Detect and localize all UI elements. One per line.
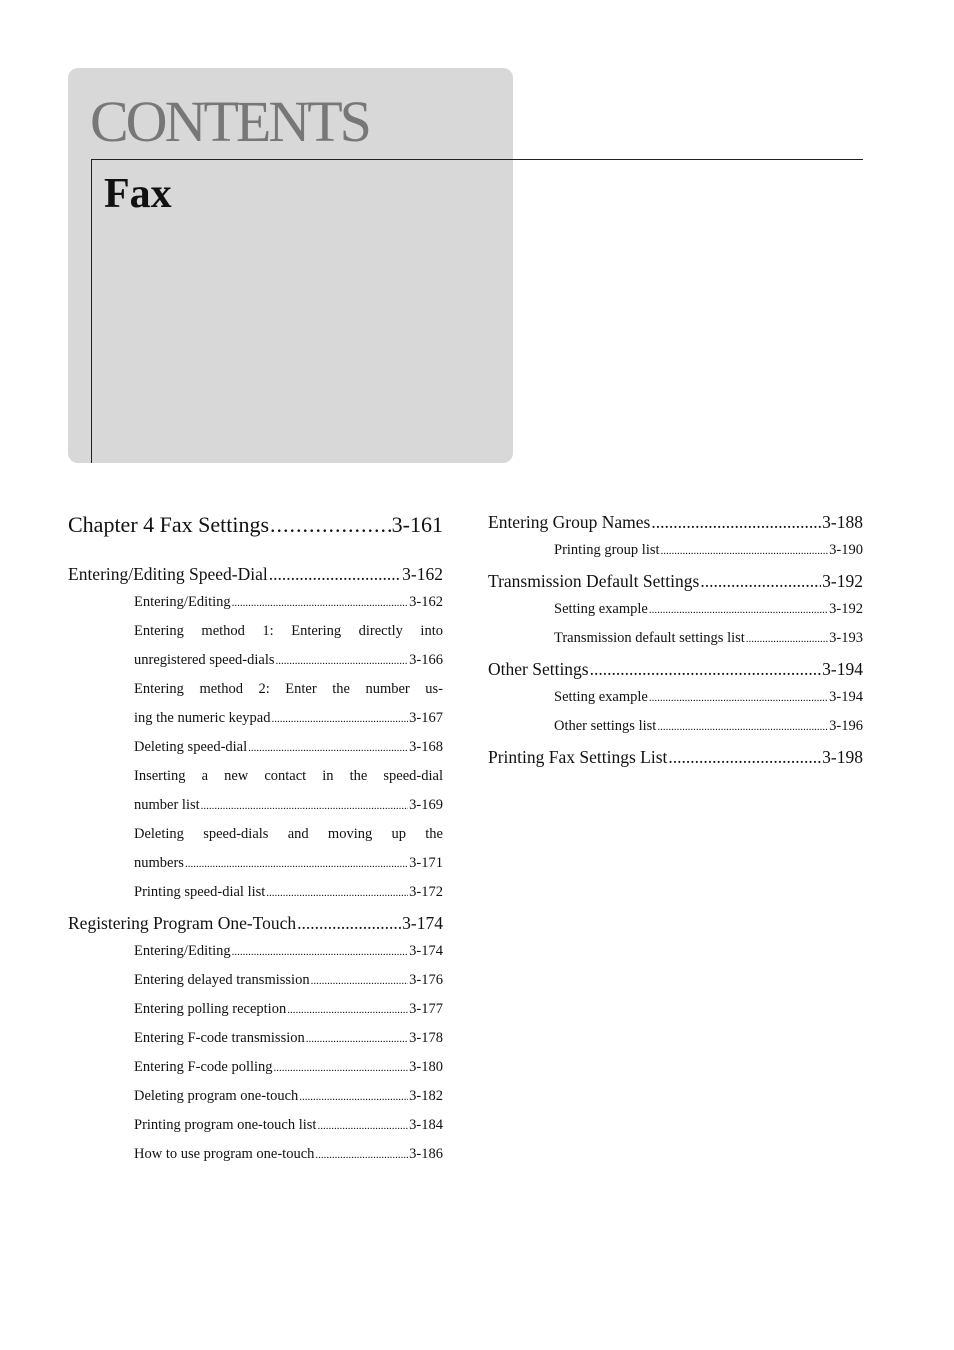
toc-item-line[interactable]: Deleting speed-dials and moving up the	[134, 826, 443, 842]
toc-entry-page: 3-198	[822, 747, 863, 767]
toc-entry-title: ing the numeric keypad	[134, 710, 271, 726]
toc-item-entry[interactable]	[488, 595, 863, 624]
toc-entry-title: numbers	[134, 855, 184, 871]
leader-dots	[317, 1112, 408, 1140]
toc-entry-page: 3-186	[409, 1146, 443, 1162]
leader-dots	[746, 625, 828, 653]
toc-entry-title: number list	[134, 797, 200, 813]
toc-item-entry[interactable]	[488, 712, 863, 741]
toc-entry-page: 3-196	[829, 718, 863, 734]
toc-item-line[interactable]: Inserting a new contact in the speed-dial	[134, 768, 443, 784]
toc-entry-page: 3-174	[409, 943, 443, 959]
toc-item-entry[interactable]	[488, 624, 863, 653]
leader-dots	[274, 1054, 409, 1082]
toc-entry-title: unregistered speed-dials	[134, 652, 275, 668]
toc-entry-title: Setting example	[554, 601, 648, 617]
toc-entry-page: 3-168	[409, 739, 443, 755]
toc-entry-page: 3-194	[822, 659, 863, 679]
toc-entry-title: Other Settings	[488, 659, 589, 679]
toc-entry-title: Other settings list	[554, 718, 657, 734]
leader-dots	[661, 537, 829, 565]
toc-item-entry[interactable]	[68, 704, 443, 733]
leader-dots	[248, 734, 408, 762]
toc-entry-page: 3-184	[409, 1117, 443, 1133]
toc-entry-page: 3-169	[409, 797, 443, 813]
toc-entry-title: Printing group list	[554, 542, 660, 558]
toc-entry-title: Deleting speed-dial	[134, 739, 248, 755]
toc-section-entry[interactable]	[488, 655, 863, 683]
toc-entry-page: 3-192	[829, 601, 863, 617]
leader-dots	[700, 567, 821, 595]
leader-dots	[269, 560, 401, 588]
toc-item-entry[interactable]	[68, 995, 443, 1024]
toc-item-entry[interactable]	[68, 1111, 443, 1140]
leader-dots	[315, 1141, 408, 1169]
toc-item-entry[interactable]	[68, 937, 443, 966]
toc-entry-page: 3-192	[822, 571, 863, 591]
contents-title: CONTENTS	[90, 89, 369, 154]
toc-entry-title: Transmission Default Settings	[488, 571, 700, 591]
section-title: Fax	[104, 171, 172, 217]
toc-section-entry[interactable]	[68, 909, 443, 937]
leader-dots	[287, 996, 408, 1024]
leader-dots	[266, 879, 408, 907]
leader-dots	[311, 967, 409, 995]
leader-dots	[201, 792, 409, 820]
toc-item-line[interactable]: Entering method 1: Entering directly into	[134, 623, 443, 639]
toc-item-line[interactable]: Entering method 2: Enter the number us-	[134, 681, 443, 697]
toc-entry-title: Printing speed-dial list	[134, 884, 266, 900]
toc-entry-page: 3-161	[391, 512, 443, 537]
toc-section-entry[interactable]	[488, 508, 863, 536]
toc-entry-title: Entering F-code polling	[134, 1059, 273, 1075]
toc-entry-page: 3-180	[409, 1059, 443, 1075]
toc-entry-title: Deleting program one-touch	[134, 1088, 299, 1104]
toc-section-entry[interactable]	[68, 560, 443, 588]
toc-item-entry[interactable]	[68, 1053, 443, 1082]
toc-entry-page: 3-188	[822, 512, 863, 532]
toc-entry-page: 3-194	[829, 689, 863, 705]
toc-entry-page: 3-182	[409, 1088, 443, 1104]
toc-section-entry[interactable]	[488, 567, 863, 595]
toc-entry-page: 3-171	[409, 855, 443, 871]
toc-item-entry[interactable]	[68, 733, 443, 762]
leader-dots	[590, 655, 822, 683]
leader-dots	[299, 1083, 408, 1111]
toc-entry-title: How to use program one-touch	[134, 1146, 315, 1162]
leader-dots	[272, 705, 409, 733]
toc-item-entry[interactable]	[68, 588, 443, 617]
toc-entry-title: Printing Fax Settings List	[488, 747, 668, 767]
vertical-rule	[91, 159, 92, 463]
leader-dots	[668, 743, 821, 771]
toc-item-entry[interactable]	[68, 966, 443, 995]
toc-entry-title: Entering/Editing	[134, 594, 231, 610]
toc-entry-page: 3-174	[402, 913, 443, 933]
toc-item-entry[interactable]	[68, 791, 443, 820]
toc-entry-title: Entering Group Names	[488, 512, 651, 532]
toc-entry-page: 3-178	[409, 1030, 443, 1046]
toc-entry-page: 3-176	[409, 972, 443, 988]
leader-dots	[651, 508, 821, 536]
leader-dots	[232, 938, 409, 966]
leader-dots	[270, 510, 391, 540]
toc-entry-page: 3-177	[409, 1001, 443, 1017]
toc-entry-page: 3-167	[409, 710, 443, 726]
toc-entry-title: Registering Program One-Touch	[68, 913, 297, 933]
leader-dots	[232, 589, 409, 617]
leader-dots	[185, 850, 408, 878]
toc-entry-title: Entering delayed transmission	[134, 972, 310, 988]
toc-item-entry[interactable]	[68, 849, 443, 878]
leader-dots	[276, 647, 409, 675]
leader-dots	[657, 713, 828, 741]
toc-entry-page: 3-172	[409, 884, 443, 900]
toc-entry-title: Entering/Editing Speed-Dial	[68, 564, 268, 584]
toc-entry-page: 3-162	[402, 564, 443, 584]
toc-entry-title: Entering polling reception	[134, 1001, 287, 1017]
toc-entry-page: 3-162	[409, 594, 443, 610]
leader-dots	[297, 909, 401, 937]
toc-section-entry[interactable]	[488, 743, 863, 771]
toc-entry-title: Printing program one-touch list	[134, 1117, 317, 1133]
toc-right-column	[488, 508, 863, 771]
toc-item-entry[interactable]	[68, 646, 443, 675]
toc-item-entry[interactable]	[68, 878, 443, 907]
toc-entry-title: Setting example	[554, 689, 648, 705]
toc-item-entry[interactable]	[488, 536, 863, 565]
toc-entry-title: Entering/Editing	[134, 943, 231, 959]
toc-item-entry[interactable]	[488, 683, 863, 712]
toc-entry-title: Entering F-code transmission	[134, 1030, 305, 1046]
toc-entry-page: 3-166	[409, 652, 443, 668]
leader-dots	[649, 684, 828, 712]
toc-item-entry[interactable]	[68, 1024, 443, 1053]
toc-left-column	[68, 510, 443, 1169]
toc-entry-title: Transmission default settings list	[554, 630, 745, 646]
leader-dots	[306, 1025, 408, 1053]
leader-dots	[649, 596, 828, 624]
toc-entry-page: 3-190	[829, 542, 863, 558]
toc-entry-title: Chapter 4 Fax Settings	[68, 512, 270, 537]
toc-chapter-entry[interactable]	[68, 510, 443, 540]
toc-item-entry[interactable]	[68, 1082, 443, 1111]
toc-entry-page: 3-193	[829, 630, 863, 646]
toc-item-entry[interactable]	[68, 1140, 443, 1169]
horizontal-rule	[91, 159, 863, 160]
